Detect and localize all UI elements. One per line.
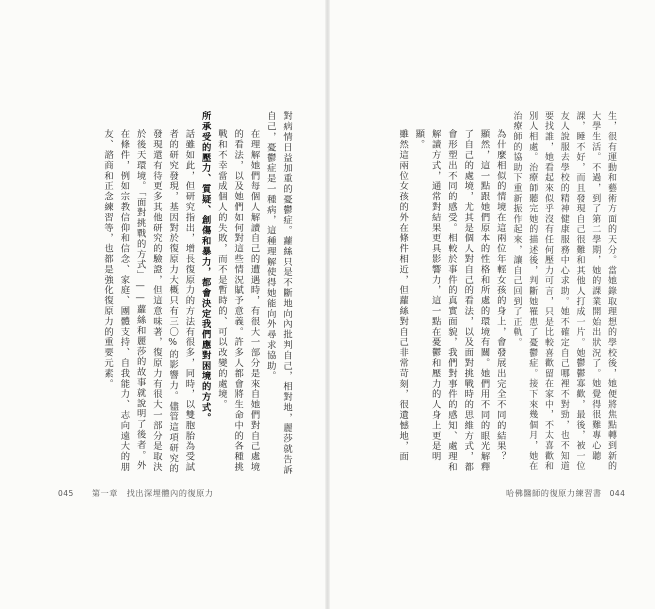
body-paragraph: 顯然，這一點跟她們原本的性格和所處的環境有關。她們用不同的眼光解釋了自己的處境，尤其是個人對自己的看法，以及面對挑戰時的思維方式，都會形塑出不同的感受。相較於事件的真實面貌，我們對事件的感知、處理和解讀方式，通常對結果更具影響力，這一點在憂鬱和壓力的人身上更是明顯。 [413, 129, 490, 473]
running-header: 第一章 找出深埋體內的復原力 [91, 488, 214, 498]
book-gutter [325, 0, 330, 609]
left-page-footer [58, 488, 213, 499]
body-paragraph: 雖然這兩位女孩的外在條件相近，但蘿絲對自己非常苛刻，很遺憾地，面 [397, 129, 409, 462]
body-paragraph: 話雖如此，但研究指出，增長復原力的方法有很多，同時，以雙胞胎為受試者的研究發現，基因對於復原力大概只有三〇%的影響力。儘管這項研究的發現還有待更多其他研究的驗證，但這意味著，復原力有很大一部分是取決於後天環境。「面對挑戰的方式」——蘿絲和麗莎的故事就說明了後者。外在條件，例如宗教信仰和信念、家庭、團體支持、自我能力、志向遠大的朋友、諮商和正念練習等，也都是強化復原力的重要元素。 [102, 129, 195, 474]
running-header: 哈佛醫師的復原力練習書 [506, 488, 602, 498]
quote-paragraph: 生，很有運動和藝術方面的天分。當她錄取理想的學校後，她便將焦點轉到新的大學生活。不過，到了第二學期，她的課業開始出狀況了。她覺得很難專心聽課，睡不好，而且發現自己很難和其他人打成一片。她鬱鬱寡歡，最後，被一位友人說服去學校的精神健康服務中心求助。她不確定自己哪裡不對勁，也不知道要找誰，她看起來似乎沒有任何壓力可言，只是比較喜歡留在家中，不太喜歡和別人相處。治療師聽完她的描述後，判斷她罹患了憂鬱症。接下來幾個月，她在治療師的協助下重新振作起來，讓自己回到了正軌。 [511, 111, 616, 472]
right-page-body [356, 111, 618, 477]
page-number: 045 [58, 489, 74, 498]
body-paragraph: 在理解她們每個人解讀自己的遭遇時，有很大一部分是來自她們對自己處境的看法，以及她們如何對這些情況賦予意義。許多人都會將生命中的各種挑戰和不幸當成個人的失敗，而不是暫時的、可以改變的處境。 [215, 129, 260, 473]
body-paragraph: 對病情日益加重的憂鬱症。蘿絲只是不斷地向內批判自己，相對地，麗莎就告訴自己，憂鬱症是一種病，這種理解使得她能向外尋求協助。 [264, 111, 292, 475]
body-paragraph: 為什麼相似的情境在這兩位年輕女孩的身上，會發展出完全不同的結果？ [494, 129, 506, 462]
left-page-body [58, 111, 294, 477]
right-page-footer [506, 488, 625, 499]
emphasis-paragraph: 所承受的壓力、質疑、創傷和暴力，都會決定我們應對困境的方式。 [199, 111, 211, 423]
page-number: 044 [609, 489, 626, 498]
